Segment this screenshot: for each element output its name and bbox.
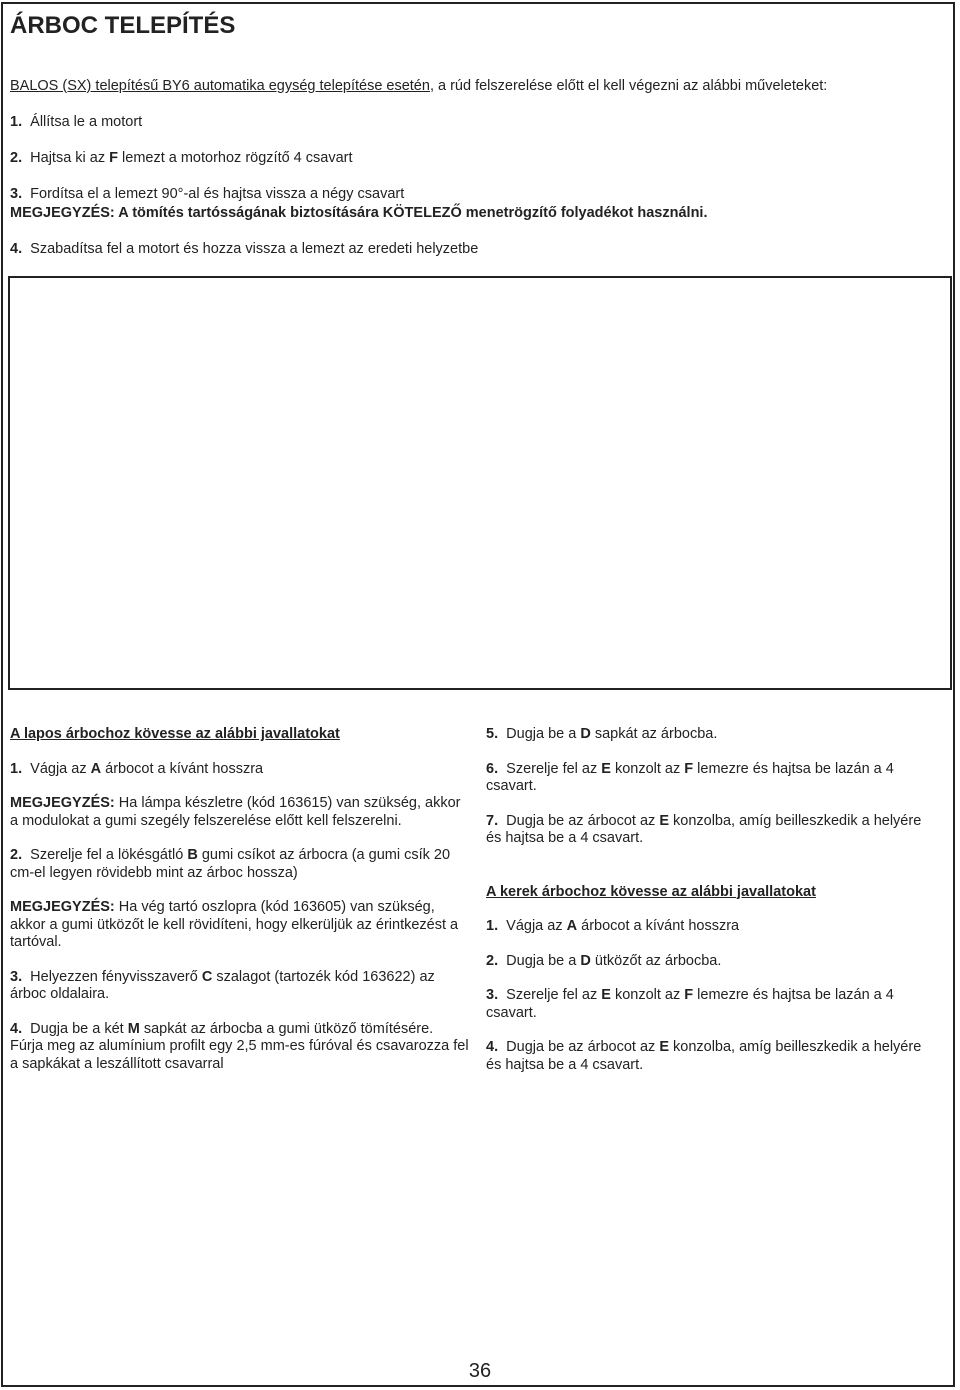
round-step-4: 4. Dugja be az árbocot az E konzolba, amíg beilleszkedik a helyére és hajtsa be a 4 csavart. [486, 1039, 922, 1073]
round-heading: A kerek árbochoz kövesse az alábbi javallatokat [486, 883, 816, 900]
flat-step-2: 2. Szerelje fel a lökésgátló B gumi csíkot az árbocra (a gumi csík 20 cm-el legyen rövidebb mint az árboc hossza) [10, 847, 451, 881]
flat-step-4: 4. Dugja be a két M sapkát az árbocba a gumi ütköző tömítésére. [10, 1020, 434, 1037]
flat-step-7: 7. Dugja be az árbocot az E konzolba, amíg beilleszkedik a helyére és hajtsa be a 4 csavart. [486, 812, 922, 846]
round-step-3: 3. Szerelje fel az E konzolt az F lemezre és hajtsa be lazán a 4 csavart. [486, 987, 894, 1021]
page-title: ÁRBOC TELEPÍTÉS [10, 12, 236, 39]
figure-frame [8, 276, 952, 690]
flat-note-2: MEGJEGYZÉS: Ha vég tartó oszlopra (kód 163605) van szükség, akkor a gumi ütközőt le kell rövidíteni, hogy elkerüljük az érintkezést a tartóval. [10, 899, 459, 950]
round-step-2: 2. Dugja be a D ütközőt az árbocba. [486, 952, 722, 969]
flat-step-3: 3. Helyezzen fényvisszaverő C szalagot (tartozék kód 163622) az árboc oldalaira. [10, 968, 435, 1002]
right-column [486, 726, 936, 1074]
page-number: 36 [468, 1360, 492, 1382]
intro-rest: a rúd felszerelése előtt el kell végezni az alábbi műveleteket: [433, 78, 828, 94]
flat-step-5: 5. Dugja be a D sapkát az árbocba. [486, 726, 718, 742]
flat-step-1: 1. Vágja az A árbocot a kívánt hosszra [10, 760, 264, 777]
step-2: 2. Hajtsa ki az F lemezt a motorhoz rögzítő 4 csavart [10, 150, 353, 166]
flat-note-1: MEGJEGYZÉS: Ha lámpa készletre (kód 163615) van szükség, akkor a modulokat a gumi szegély felszerelése előtt kell felszerelni. [10, 795, 461, 829]
step-4: 4. Szabadítsa fel a motort és hozza vissza a lemezt az eredeti helyzetbe [10, 241, 479, 257]
intro-underlined: BALOS (SX) telepítésű BY6 automatika egység telepítése esetén, [10, 78, 434, 94]
step-3-note: MEGJEGYZÉS: A tömítés tartósságának biztosítására KÖTELEZŐ menetrögzítő folyadékot használni. [10, 205, 708, 221]
flat-heading: A lapos árbochoz kövesse az alábbi javallatokat [10, 726, 340, 742]
step-3: 3. Fordítsa el a lemezt 90°-al és hajtsa vissza a négy csavart [10, 186, 405, 202]
flat-step-4-drill: Fúrja meg az alumínium profilt egy 2,5 mm-es fúróval és csavarozza fel a sapkákat a leszállított csavarral [10, 1038, 469, 1072]
flat-mast-column [10, 726, 470, 1073]
round-step-1: 1. Vágja az A árbocot a kívánt hosszra [486, 918, 740, 934]
intro-text [10, 78, 827, 94]
step-1: 1. Állítsa le a motort [10, 114, 143, 130]
flat-step-6: 6. Szerelje fel az E konzolt az F lemezre és hajtsa be lazán a 4 csavart. [486, 760, 894, 794]
